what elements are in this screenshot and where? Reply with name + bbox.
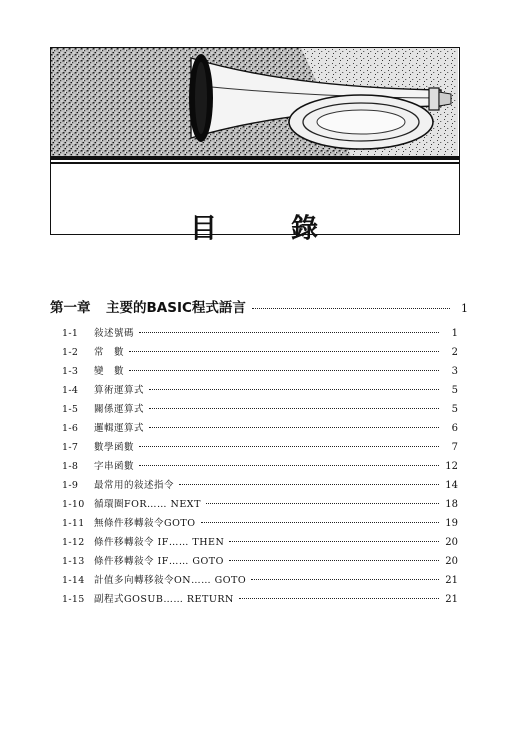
entry-number: 1-1 (62, 328, 79, 339)
thin-rule (51, 162, 459, 164)
toc-entry (62, 496, 458, 515)
entry-title: 算術運算式 (94, 385, 145, 396)
entry-title: 條件移轉敍令 IF…… THEN (94, 537, 225, 548)
toc-entry (62, 553, 458, 572)
toc-entry (62, 591, 458, 610)
toc-entry (62, 458, 458, 477)
entry-number: 1-6 (62, 423, 79, 434)
dot-leader (206, 503, 439, 504)
entry-page: 5 (451, 404, 458, 415)
entry-page: 21 (445, 575, 458, 586)
entry-title: 常 數 (94, 347, 125, 358)
entry-title: 計值多向轉移敍令ON…… GOTO (94, 575, 247, 586)
toc-entry (62, 572, 458, 591)
title-char: 目 (190, 213, 219, 245)
dot-leader (251, 579, 439, 580)
entry-number: 1-3 (62, 366, 79, 377)
entry-page: 20 (445, 556, 458, 567)
entry-title: 關係運算式 (94, 404, 145, 415)
entry-page: 20 (445, 537, 458, 548)
dot-leader (252, 308, 450, 309)
entry-page: 19 (445, 518, 458, 529)
entry-title: 無條件移轉敍令GOTO (94, 518, 196, 529)
dot-leader (149, 408, 439, 409)
entry-title: 數學函數 (94, 442, 135, 453)
entry-number: 1-11 (62, 518, 85, 529)
chapter-title: 主要的BASIC程式語言 (106, 300, 246, 316)
dot-leader (129, 370, 439, 371)
dot-leader (149, 427, 439, 428)
dot-leader (239, 598, 439, 599)
entry-title: 循環圈FOR…… NEXT (94, 499, 201, 510)
dot-leader (139, 465, 439, 466)
entry-page: 14 (445, 480, 458, 491)
toc-entry (62, 325, 458, 344)
entry-page: 12 (445, 461, 458, 472)
entry-title: 條件移轉敍令 IF…… GOTO (94, 556, 224, 567)
entry-title: 敍述號碼 (94, 328, 135, 339)
entry-number: 1-10 (62, 499, 85, 510)
entry-title: 邏輯運算式 (94, 423, 145, 434)
entry-number: 1-2 (62, 347, 79, 358)
entry-number: 1-7 (62, 442, 79, 453)
entry-number: 1-13 (62, 556, 85, 567)
thick-rule (51, 156, 459, 160)
entry-number: 1-14 (62, 575, 85, 586)
trumpet-illustration (51, 48, 458, 156)
entry-page: 3 (451, 366, 458, 377)
header-banner (50, 47, 460, 245)
entry-page: 2 (451, 347, 458, 358)
toc-entry (62, 534, 458, 553)
entry-page: 6 (451, 423, 458, 434)
dot-leader (129, 351, 439, 352)
dot-leader (179, 484, 439, 485)
entry-number: 1-4 (62, 385, 79, 396)
entry-number: 1-9 (62, 480, 79, 491)
toc-entry (62, 515, 458, 534)
toc-entry (62, 363, 458, 382)
chapter-page: 1 (461, 302, 468, 315)
toc-list (62, 325, 458, 610)
title-char: 錄 (291, 213, 320, 245)
toc-entry (62, 420, 458, 439)
chapter-number: 第一章 (50, 300, 91, 316)
entry-number: 1-8 (62, 461, 79, 472)
toc-entry (62, 401, 458, 420)
entry-title: 最常用的敍述指令 (94, 480, 175, 491)
page-title (51, 207, 459, 246)
dot-leader (139, 332, 439, 333)
chapter-heading (50, 296, 468, 316)
entry-number: 1-12 (62, 537, 85, 548)
toc-entry (62, 439, 458, 458)
dot-leader (149, 389, 439, 390)
entry-page: 5 (451, 385, 458, 396)
entry-title: 字串函數 (94, 461, 135, 472)
dot-leader (229, 560, 439, 561)
entry-title: 副程式GOSUB…… RETURN (94, 594, 234, 605)
dot-leader (139, 446, 439, 447)
entry-page: 7 (451, 442, 458, 453)
dot-leader (229, 541, 439, 542)
entry-page: 21 (445, 594, 458, 605)
toc-entry (62, 382, 458, 401)
toc-entry (62, 477, 458, 496)
entry-number: 1-5 (62, 404, 79, 415)
entry-title: 變 數 (94, 366, 125, 377)
dot-leader (201, 522, 439, 523)
entry-page: 1 (451, 328, 458, 339)
toc-entry (62, 344, 458, 363)
entry-number: 1-15 (62, 594, 85, 605)
entry-page: 18 (445, 499, 458, 510)
